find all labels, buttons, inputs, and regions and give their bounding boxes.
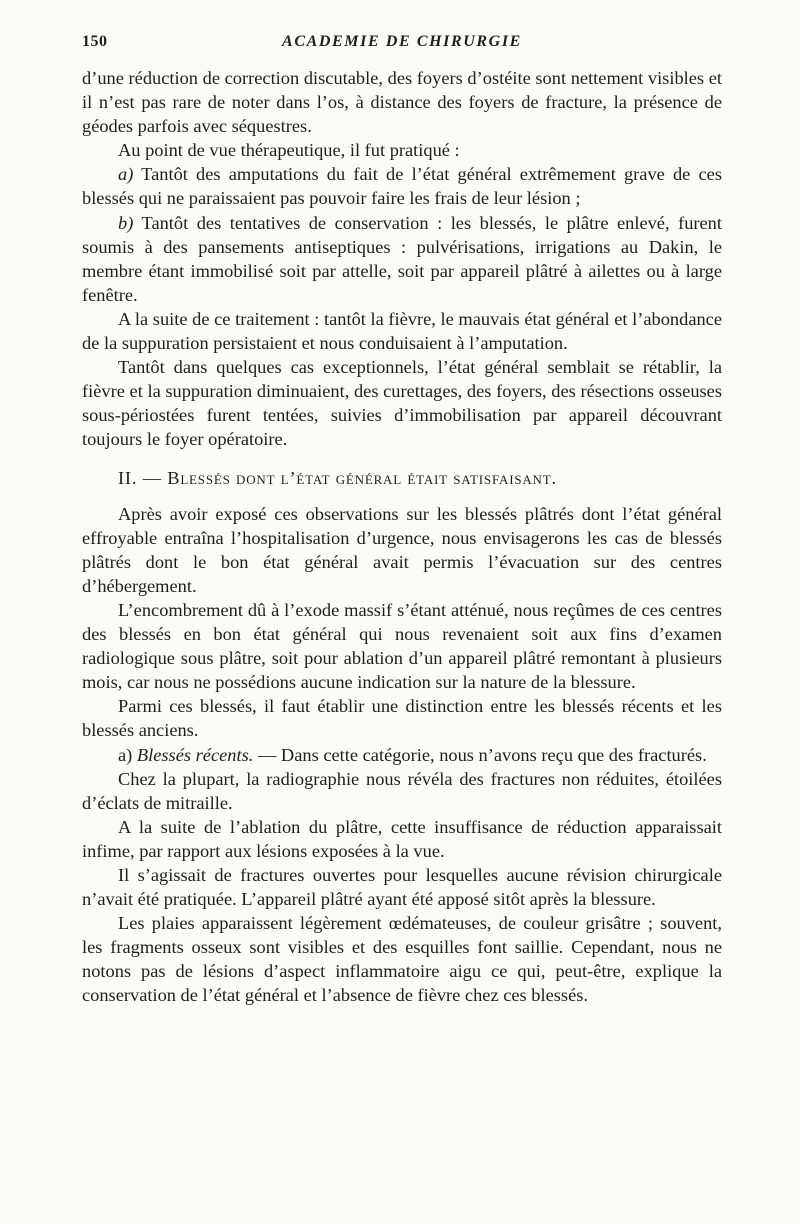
body-text <box>82 66 722 1008</box>
paragraph-distinction: Parmi ces blessés, il faut établir une distinction entre les blessés récents et les blessés anciens. <box>82 696 722 741</box>
list-item-recent-text: — Dans cette catégorie, nous n’avons reçu que des fracturés. <box>253 744 707 765</box>
list-item-b <box>82 211 722 307</box>
paragraph-fever: A la suite de ce traitement : tantôt la fièvre, le mauvais état général et l’abondance de la suppuration persistaient et nous conduisaient à l’amputation. <box>82 308 722 354</box>
list-item-recent-label: a) <box>118 744 137 765</box>
paragraph-therapeutic: Au point de vue thérapeutique, il fut pratiqué : <box>118 140 460 161</box>
page-number: 150 <box>82 33 108 50</box>
paragraph-encombrement: L’encombrement dû à l’exode massif s’étant atténué, nous reçûmes de ces centres des blessés en bon état général qui nous revenaient soit aux fins d’examen radiologique sous plâtre, soit pour ablation d’un appareil plâtré remontant à plusieurs mois, car nous ne possédions aucune indication sur la nature de la blessure. <box>82 599 722 693</box>
list-item-a-label: a) <box>118 164 134 185</box>
list-item-recent <box>82 743 722 767</box>
section-heading-dash: — <box>137 467 168 488</box>
paragraph-ablation: A la suite de l’ablation du plâtre, cette insuffisance de réduction apparaissait infime, par rapport aux lésions exposées à la vue. <box>82 816 722 861</box>
section-heading-text: Blessés dont l’état général était satisfaisant. <box>167 467 557 488</box>
paragraph-opening: d’une réduction de correction discutable, des foyers d’ostéite sont nettement visibles et il n’est pas rare de noter dans l’os, à distance des foyers de fracture, la présence de géodes parfois avec séquestres. <box>82 68 722 137</box>
list-item-recent-title: Blessés récents. <box>136 744 254 765</box>
list-item-a <box>82 162 722 210</box>
section-heading-numeral: II. <box>118 467 138 488</box>
list-item-a-text: Tantôt des amputations du fait de l’état général extrêmement grave de ces blessés qui ne paraissaient pas pouvoir faire les frais de leur lésion ; <box>82 164 722 209</box>
paragraph-plaies: Les plaies apparaissent légèrement œdémateuses, de couleur grisâtre ; souvent, les fragments osseux sont visibles et des esquilles font saillie. Cependant, nous ne notons pas de lésions d’aspect inflammatoire aigu ce qui, peut-être, explique la conservation de l’état général et l’absence de fièvre chez ces blessés. <box>82 913 722 1006</box>
section-heading <box>82 466 722 490</box>
paragraph-after: Après avoir exposé ces observations sur les blessés plâtrés dont l’état général effroyable entraîna l’hospitalisation d’urgence, nous envisagerons les cas de blessés plâtrés dont le bon état général avait permis l’évacuation sur des centres d’hébergement. <box>82 503 722 596</box>
paragraph-exceptional: Tantôt dans quelques cas exceptionnels, l’état général semblait se rétablir, la fièvre et la suppuration diminuaient, des curettages, des foyers, des résections osseuses sous-périostées furent tentées, suivies d’immobilisation par appareil découvrant toujours le foyer opératoire. <box>82 357 722 450</box>
page-header <box>82 33 722 57</box>
running-title: ACADEMIE DE CHIRURGIE <box>282 33 522 50</box>
paragraph-plupart: Chez la plupart, la radiographie nous révéla des fractures non réduites, étoilées d’éclats de mitraille. <box>82 768 722 813</box>
list-item-b-text: Tantôt des tentatives de conservation : les blessés, le plâtre enlevé, furent soumis à des pansements antiseptiques : pulvérisations, irrigations au Dakin, le membre étant immobilisé soit par attelle, soit par appareil plâtré à ailettes ou à large fenêtre. <box>82 212 722 305</box>
paragraph-ouvertes: Il s’agissait de fractures ouvertes pour lesquelles aucune révision chirurgicale n’avait été pratiquée. L’appareil plâtré ayant été apposé sitôt après la blessure. <box>82 865 722 910</box>
list-item-b-label: b) <box>118 212 134 233</box>
